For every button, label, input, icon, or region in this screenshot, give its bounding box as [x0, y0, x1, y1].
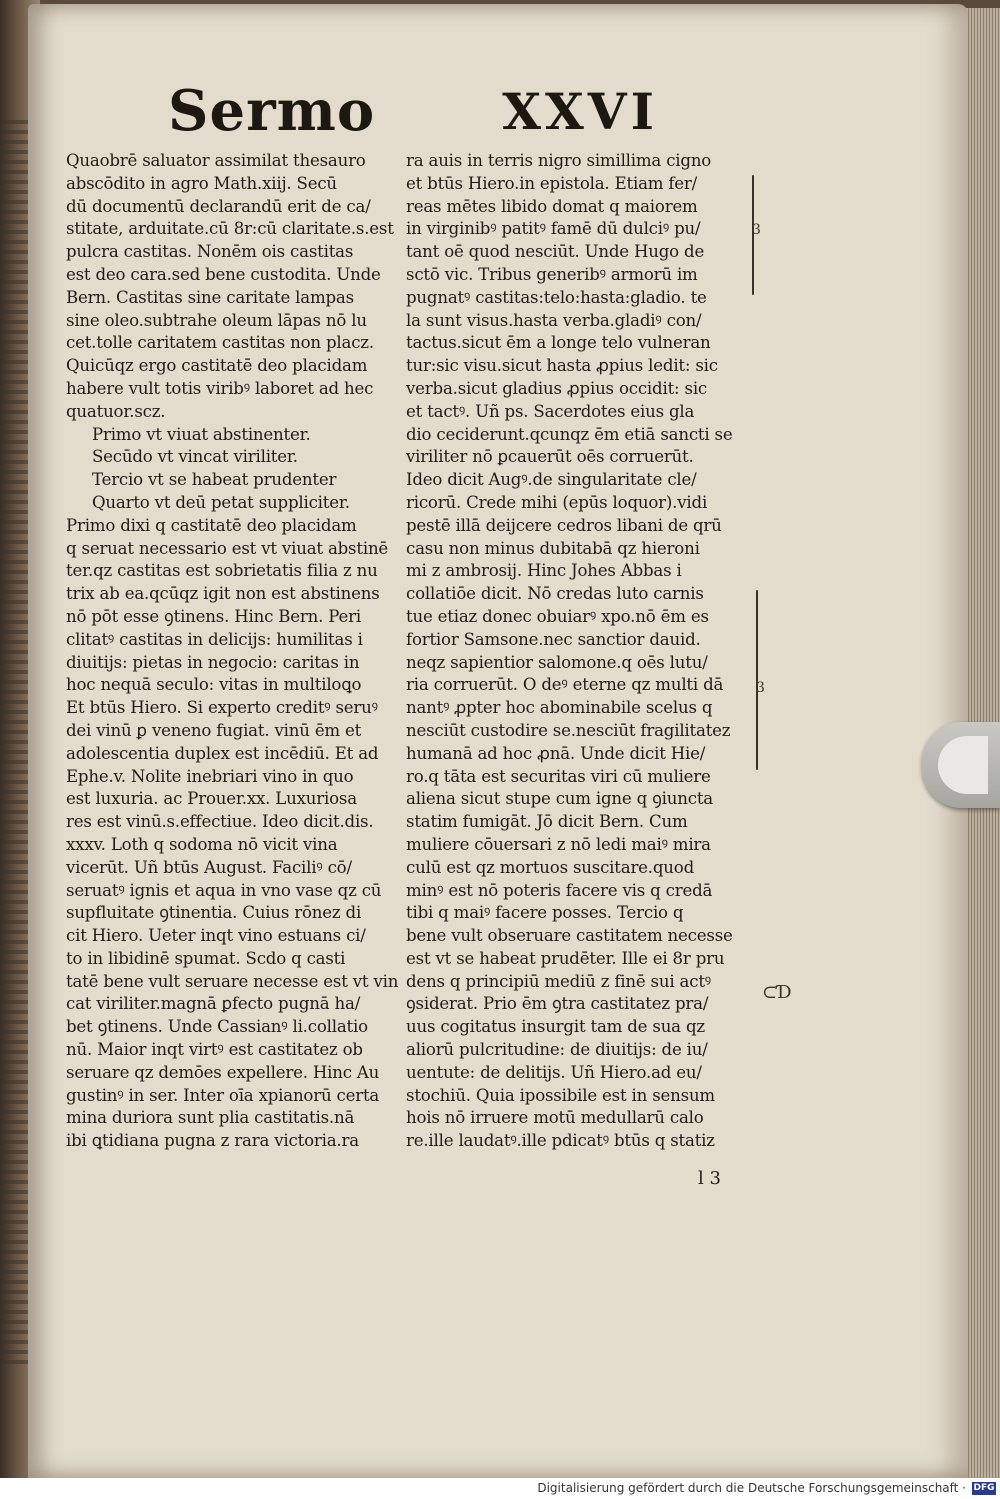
- text-line: et btūs Hiero.in epistola. Etiam fer/: [406, 173, 698, 193]
- text-line: Et btūs Hiero. Si experto creditꝰ seruꝰ: [66, 698, 378, 718]
- text-line: stochiū. Quia ipossibile est in sensum: [406, 1085, 715, 1105]
- right-text-column: [406, 150, 761, 1153]
- text-line: pulcra castitas. Nonēm ois castitas: [66, 242, 354, 262]
- text-line: trix ab ea.qcūqz igit non est abstinens: [66, 584, 380, 604]
- text-line: cat viriliter.magnā ꝑfecto pugnā ha/: [66, 994, 361, 1014]
- text-line: pugnatꝰ castitas:telo:hasta:gladio. te: [406, 287, 707, 307]
- text-line: diuitijs: pietas in negocio: caritas in: [66, 652, 360, 672]
- text-line: q seruat necessario est vt viuat abstinē: [66, 538, 389, 558]
- text-line: ra auis in terris nigro simillima cigno: [406, 151, 712, 170]
- text-line: Ideo dicit Augꝰ.de singularitate cle/: [406, 470, 697, 490]
- text-line: dei vinū ꝑ veneno fugiat. vinū ēm et: [66, 720, 362, 740]
- text-line: cit Hiero. Ueter inqt vino estuans ci/: [66, 926, 366, 946]
- text-line: pestē illā deijcere cedros libani de qrū: [406, 515, 722, 535]
- text-line: fortior Samsone.nec sanctior dauid.: [406, 629, 701, 649]
- text-line: Primo dixi q castitatē deo placidam: [66, 515, 357, 535]
- text-line: humanā ad hoc ꝓnā. Unde dicit Hie/: [406, 743, 706, 763]
- text-line: nesciūt custodire se.nesciūt fragilitatez: [406, 720, 731, 740]
- text-line: reas mētes libido domat q maiorem: [406, 196, 698, 216]
- text-line: aliorū pulcritudine: de diuitijs: de iu/: [406, 1040, 708, 1060]
- dfg-logo: DFG: [973, 1483, 995, 1493]
- text-line: collatiōe dicit. Nō credas luto carnis: [406, 584, 704, 604]
- text-line: Quicūqz ergo castitatē deo placidam: [66, 356, 368, 376]
- text-line: Bern. Castitas sine caritate lampas: [66, 287, 354, 307]
- text-line: Quarto vt deū petat suppliciter.: [92, 492, 350, 512]
- text-line: tur:sic visu.sicut hasta ꝓpius ledit: sic: [406, 356, 718, 376]
- header-number: XXVI: [502, 82, 658, 141]
- text-line: hois nō irruere motū medullarū calo: [406, 1108, 704, 1128]
- text-line: tibi q maiꝰ facere posses. Tercio q: [406, 903, 684, 923]
- text-line: est vt se habeat prudēter. Ille ei 8r pru: [406, 948, 725, 968]
- text-line: est luxuria. ac Prouer.xx. Luxuriosa: [66, 789, 357, 809]
- text-line: ricorū. Crede mihi (epūs loquor).vidi: [406, 492, 708, 512]
- text-line: neqz sapientior salomone.q oēs lutu/: [406, 652, 708, 672]
- margin-mark: 3: [756, 680, 765, 696]
- margin-mark: 3: [752, 222, 761, 238]
- text-line: nantꝰ ꝓpter hoc abominabile scelus q: [406, 698, 713, 718]
- text-line: ria corruerūt. O deꝰ eterne qz multi dā: [406, 675, 724, 695]
- text-line: quatuor.scz.: [66, 401, 166, 421]
- text-line: Ephe.v. Nolite inebriari vino in quo: [66, 766, 354, 786]
- text-line: stitate, arduitate.cū 8r:cū claritate.s.est: [66, 219, 394, 239]
- text-line: uentute: de delitijs. Uñ Hiero.ad eu/: [406, 1062, 702, 1082]
- text-line: clitatꝰ castitas in delicijs: humilitas i: [66, 629, 363, 649]
- text-line: supfluitate ꝯtinentia. Cuius rōnez di: [66, 903, 362, 923]
- text-line: vicerūt. Uñ btūs August. Faciliꝰ cō/: [66, 857, 352, 877]
- text-line: tatē bene vult seruare necesse est vt vin: [66, 971, 399, 991]
- text-line: dū documentū declarandū erit de ca/: [66, 196, 371, 216]
- text-line: Quaobrē saluator assimilat thesauro: [66, 151, 366, 170]
- text-line: res est vinū.s.effectiue. Ideo dicit.dis.: [66, 812, 374, 832]
- signature-mark: l 3: [698, 1168, 721, 1189]
- text-line: seruare qz demōes expellere. Hinc Au: [66, 1062, 380, 1082]
- text-line: re.ille laudatꝰ.ille pdicatꝰ btūs q statiz: [406, 1131, 715, 1151]
- text-line: xxxv. Loth q sodoma nō vicit vina: [66, 834, 338, 854]
- text-line: ꝯsiderat. Prio ēm ꝯtra castitatez pra/: [406, 994, 709, 1014]
- text-line: sctō vic. Tribus generibꝰ armorū im: [406, 264, 698, 284]
- text-line: aliena sicut stupe cum igne q ꝯiuncta: [406, 789, 713, 809]
- text-line: gustinꝰ in ser. Inter oīa xpianorū certa: [66, 1085, 380, 1105]
- footer-bar: [0, 1478, 1000, 1499]
- page-header: [168, 78, 658, 148]
- book-clip: [922, 722, 1000, 808]
- text-line: ter.qz castitas est sobrietatis filia z nu: [66, 561, 378, 581]
- text-line: sine oleo.subtrahe oleum lāpas nō lu: [66, 310, 367, 330]
- text-line: dens q principiū mediū z finē sui actꝰ: [406, 971, 711, 991]
- text-line: ibi ꝗtidiana pugna z rara victoria.ra: [66, 1131, 359, 1151]
- footer-credit: Digitalisierung gefördert durch die Deutsche Forschungsgemeinschaft ·: [537, 1481, 966, 1495]
- text-line: habere vult totis viribꝰ laboret ad hec: [66, 378, 374, 398]
- text-line: ro.q tāta est securitas viri cū muliere: [406, 766, 711, 786]
- text-line: bet ꝯtinens. Unde Cassianꝰ li.collatio: [66, 1017, 368, 1037]
- text-line: dio ceciderunt.qcunqz ēm etiā sancti se: [406, 424, 733, 444]
- text-line: nū. Maior inqt virtꝰ est castitatez ob: [66, 1040, 363, 1060]
- text-line: tant oē quod nesciūt. Unde Hugo de: [406, 242, 705, 262]
- text-line: statim fumigāt. Jō dicit Bern. Cum: [406, 812, 688, 832]
- text-line: cet.tolle caritatem castitas non placz.: [66, 333, 374, 353]
- text-line: uus cogitatus insurgit tam de sua qz: [406, 1017, 705, 1037]
- text-line: muliere cōuersari z nō ledi maiꝰ mira: [406, 834, 711, 854]
- text-line: verba.sicut gladius ꝓpius occidit: sic: [406, 378, 708, 398]
- text-line: seruatꝰ ignis et aqua in vno vase qz cū: [66, 880, 382, 900]
- text-line: mina duriora sunt plia castitatis.nā: [66, 1108, 355, 1128]
- text-line: bene vult obseruare castitatem necesse: [406, 926, 733, 946]
- left-text-column: [66, 150, 406, 1153]
- text-line: in virginibꝰ patitꝰ famē dū dulciꝰ pu/: [406, 219, 701, 239]
- text-line: hoc nequā seculo: vitas in multiloꝗo: [66, 675, 362, 695]
- text-line: tactus.sicut ēm a longe telo vulneran: [406, 333, 711, 353]
- text-line: culū est qz mortuos suscitare.quod: [406, 857, 694, 877]
- text-line: viriliter nō ꝑcauerūt oēs corruerūt.: [406, 447, 694, 467]
- text-line: Primo vt viuat abstinenter.: [92, 424, 311, 444]
- text-line: tue etiaz donec obuiarꝰ xpo.nō ēm es: [406, 606, 709, 626]
- text-line: casu non minus dubitabā qz hieroni: [406, 538, 700, 558]
- margin-mark: ⊂Ɗ: [762, 982, 792, 1003]
- header-title: Sermo: [168, 78, 376, 144]
- text-line: mi z ambrosij. Hinc Johes Abbas i: [406, 561, 682, 581]
- text-line: Secūdo vt vincat viriliter.: [92, 447, 298, 467]
- text-line: est deo cara.sed bene custodita. Unde: [66, 264, 381, 284]
- text-line: to in libidinē spumat. Scdo q casti: [66, 948, 346, 968]
- text-line: Tercio vt se habeat prudenter: [92, 470, 337, 490]
- text-line: la sunt visus.hasta verba.gladiꝰ con/: [406, 310, 702, 330]
- text-line: minꝰ est nō poteris facere vis q credā: [406, 880, 713, 900]
- text-line: abscōdito in agro Math.xiij. Secū: [66, 173, 337, 193]
- text-line: adolescentia duplex est incēdiū. Et ad: [66, 743, 379, 763]
- text-line: nō pōt esse ꝯtinens. Hinc Bern. Peri: [66, 606, 361, 626]
- text-line: et tactꝰ. Uñ ps. Sacerdotes eius gla: [406, 401, 695, 421]
